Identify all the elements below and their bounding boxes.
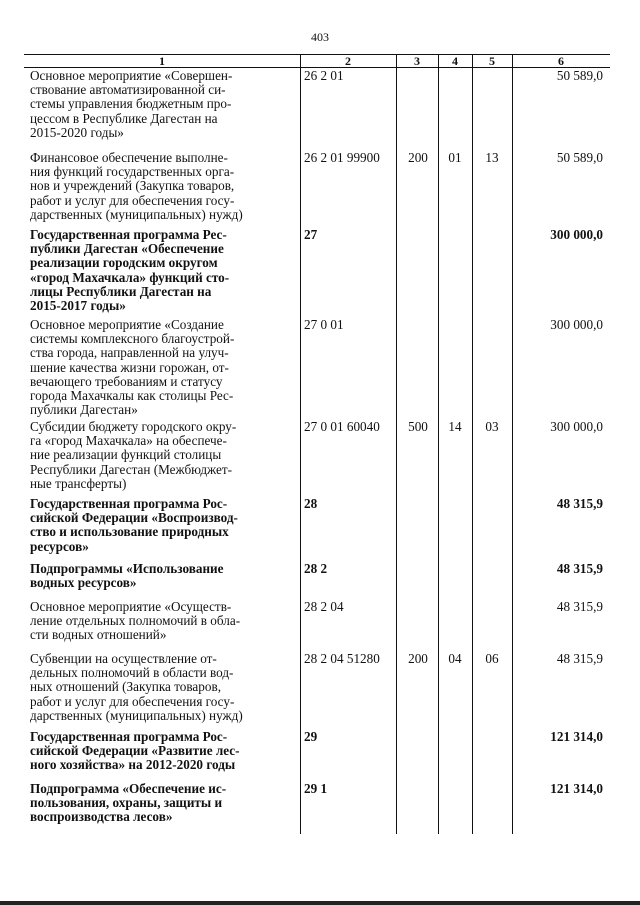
row-amount: 48 315,9 [556, 496, 603, 511]
row-code: 28 2 [304, 561, 328, 576]
row-description: Субвенции на осуществление от- дельных полномочий в области вод- ных отношений (Закупка товаров, работ и услуг для обеспечения госу- дарственных (муниципальных) нужд) [30, 651, 243, 723]
row-amount: 48 315,9 [556, 651, 603, 666]
row-amount: 300 000,0 [550, 419, 603, 434]
scan-edge [0, 901, 640, 905]
row-col3: 200 [408, 651, 428, 666]
row-amount: 50 589,0 [556, 68, 603, 83]
column-divider [512, 54, 513, 834]
row-description: Субсидии бюджету городского окру- га «город Махачкала» на обеспече- ние реализации функций столицы Республики Дагестан (Межбюджет- ные трансферты) [30, 419, 237, 491]
row-amount: 300 000,0 [550, 227, 603, 242]
column-divider [396, 54, 397, 834]
row-col4: 01 [448, 150, 462, 165]
column-header-2: 2 [345, 54, 351, 68]
row-amount: 48 315,9 [556, 561, 603, 576]
row-description: Государственная программа Рос- сийской Федерации «Развитие лес- ного хозяйства» на 2012-2020 годы [30, 729, 240, 773]
column-header-1: 1 [159, 54, 165, 68]
row-description: Финансовое обеспечение выполне- ния функций государственных орга- нов и учреждений (Закупка товаров, работ и услуг для обеспечения госу- дарственных (муниципальных) нужд) [30, 150, 243, 222]
row-col4: 14 [448, 419, 462, 434]
column-header-4: 4 [452, 54, 458, 68]
row-code: 26 2 01 99900 [304, 150, 380, 165]
row-amount: 48 315,9 [556, 599, 603, 614]
row-col4: 04 [448, 651, 462, 666]
row-amount: 121 314,0 [550, 729, 603, 744]
row-col5: 03 [485, 419, 499, 434]
page-number: 403 [311, 30, 329, 44]
row-amount: 50 589,0 [556, 150, 603, 165]
column-header-5: 5 [489, 54, 495, 68]
column-header-3: 3 [414, 54, 420, 68]
column-divider [438, 54, 439, 834]
row-code: 27 0 01 [304, 317, 344, 332]
row-code: 29 1 [304, 781, 328, 796]
row-col5: 06 [485, 651, 499, 666]
row-col5: 13 [485, 150, 499, 165]
row-code: 27 0 01 60040 [304, 419, 380, 434]
row-description: Подпрограмма «Обеспечение ис- пользования, охраны, защиты и воспроизводства лесов» [30, 781, 227, 825]
row-code: 28 2 04 51280 [304, 651, 380, 666]
row-amount: 300 000,0 [550, 317, 603, 332]
row-description: Государственная программа Рос- сийской Федерации «Воспроизвод- ство и использование природных ресурсов» [30, 496, 238, 554]
row-description: Основное мероприятие «Совершен- ствование автоматизированной си- стемы управления бюджетным про- цессом в Республике Дагестан на 2015-2020 годы» [30, 68, 233, 140]
column-header-6: 6 [558, 54, 564, 68]
row-code: 28 [304, 496, 318, 511]
column-divider [300, 54, 301, 834]
row-description: Подпрограммы «Использование водных ресурсов» [30, 561, 224, 591]
row-code: 28 2 04 [304, 599, 344, 614]
row-description: Основное мероприятие «Осуществ- ление отдельных полномочий в обла- сти водных отношений» [30, 599, 241, 643]
row-amount: 121 314,0 [550, 781, 603, 796]
row-code: 27 [304, 227, 318, 242]
row-description: Основное мероприятие «Создание системы комплексного благоустрой- ства города, направленной на улуч- шение качества жизни горожан, от- вечающего требованиям и статусу города Махачкалы как столицы Рес- публики Дагестан» [30, 317, 235, 418]
row-col3: 200 [408, 150, 428, 165]
budget-table [24, 54, 610, 834]
row-code: 29 [304, 729, 318, 744]
row-col3: 500 [408, 419, 428, 434]
row-code: 26 2 01 [304, 68, 344, 83]
row-description: Государственная программа Рес- публики Дагестан «Обеспечение реализации городским округом «город Махачкала» функций сто- лицы Республики Дагестан на 2015-2017 годы» [30, 227, 230, 314]
column-divider [472, 54, 473, 834]
